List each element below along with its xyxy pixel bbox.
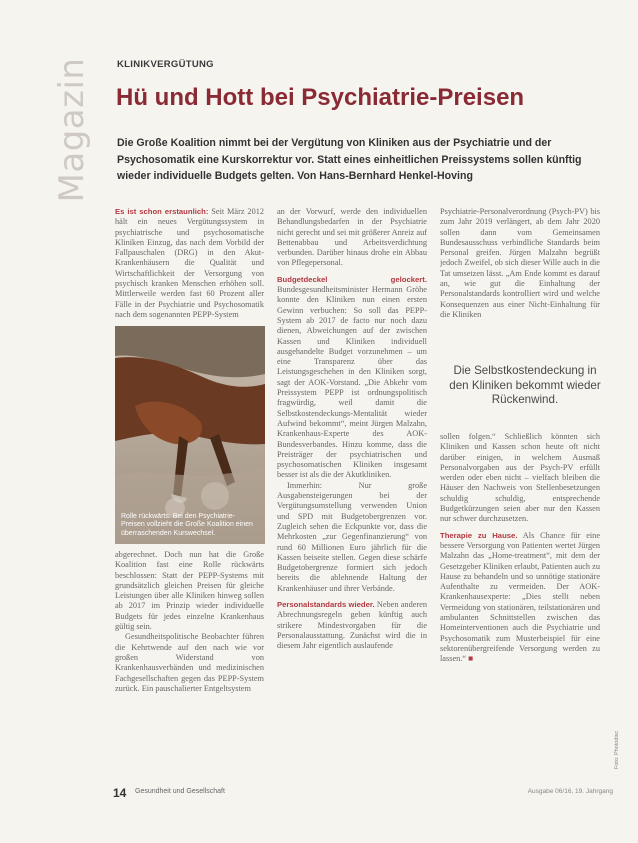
kicker: KLINIKVERGÜTUNG xyxy=(117,59,214,70)
column-1-bottom xyxy=(115,550,264,778)
page-number: 14 xyxy=(113,786,127,800)
col2-text3: Neben anderen Abrechnungsregeln geben künftig auch strikere Mindestvorgaben für die Personalausstattung. Zunächst wird die in diesem Jahr eigentlich auslaufende xyxy=(277,599,427,651)
section-side-label xyxy=(50,55,94,205)
page-footer xyxy=(113,788,613,802)
subhead-3: Personalstandards wieder. xyxy=(277,599,375,609)
col1-cont: abgerechnet. Doch nun hat die Große Koalition fast eine Rolle rückwärts beschlossen: Statt der PEPP-Systems mit grundsätzlich gleichen Preisen für gleiche Leistungen über alle Kliniken hinweg sollen ab 2017 im Prinzip wieder individuelle Budgets für jedes einzelne Krankenhaus gültig sein. xyxy=(115,550,264,632)
column-2 xyxy=(277,207,427,782)
col3-text2: Als Chance für eine bessere Versorgung von Patienten wertet Jürgen Malzahn das „Home-treatment“, mit dem der Gesetzgeber Kliniken erlaubt, Patienten auch zu Hause zu behandeln und so unnötige stationäre Aufenthalte zu vermeiden. Der AOK-Krankenhausexperte: „Dies stellt neben Vermeidung von stationären, teilstationären und ambulanten Schnittstellen zwischen das Homeinterventionen auch die Psychiatrie und Psychosomatik zum Musterbeispiel für eine sektorenübergreifende Versorgung werden zu lassen.“ xyxy=(440,530,600,664)
col3-top: Psychiatrie-Personalverordnung (Psych-PV) bis zum Jahr 2019 verlängert, ab dem Jahr 2020 sollen dann vom Gemeinsamen Bundesausschuss verbindliche Standards beim Personal greifen. Jürgen Malzahn begrüßt jedoch Zweifel, ob sich dieser Wille auch in die Tat umsetzen lässt. „Am Ende kommt es darauf an, wie gut die Einhaltung der Personalstandards kontrolliert wird und welche Konsequenzen aus einer Nicht-Einhaltung für die Kliniken xyxy=(440,207,600,319)
side-label-text: Magazin xyxy=(52,57,92,203)
column-3-top xyxy=(440,207,600,357)
photo-credit-text: Foto: Photodisc xyxy=(614,730,620,770)
publication-name: Gesundheit und Gesellschaft xyxy=(135,788,225,795)
headline: Hü und Hott bei Psychiatrie-Preisen xyxy=(116,84,525,111)
photo-caption: Rolle rückwärts: Bei den Psychiatrie-Preisen vollzieht die Große Koalition einen überraschenden Kurswechsel. xyxy=(121,512,253,537)
pull-quote: Die Selbstkostendeckung in den Kliniken bekommt wieder Rückenwind. xyxy=(449,364,601,406)
col1-text: Seit März 2012 hält ein neues Vergütungssystem in psychiatrische und psychosomatische Kliniken Einzug, das nach dem Vorbild der Fallpauschalen (DRG) in den Akut-Krankenhäusern die Qualität und Wirtschaftlichkeit der Versorgung von psychisch kranken Menschen erhöhen soll. Mittlerweile werden fast 60 Prozent aller Fälle in der Psychiatrie und Psychosomatik nach dem sogenannten PEPP-System xyxy=(115,207,264,319)
subhead-4: Therapie zu Hause. xyxy=(440,530,518,540)
photo-credit xyxy=(613,720,621,780)
lead-paragraph: Die Große Koalition nimmt bei der Vergütung von Kliniken aus der Psychiatrie und der Psychosomatik eine Kurskorrektur vor. Statt eines einheitlichen Preissystems sollen künftig wieder individuelle Budgets gelten. Von Hans-Bernhard Henkel-Hoving xyxy=(117,137,582,182)
end-mark: ■ xyxy=(468,654,474,664)
col2-text2: Immerhin: Nur große Ausgabensteigerungen bei der Vergütungsumstellung verwenden Union und SPD mit Budgetobergrenzen vor. Zugleich sehen die Eckpunkte vor, dass die Mehrkosten „zur Gegenfinanzierung“ von rund 60 Millionen Euro jährlich für die Kassen beiseite stellen. Gegen diese schärfe Budgetobergrenze formiert sich jedoch bereits die ablehnende Haltung der Krankenhäuser und ihrer Verbände. xyxy=(277,480,427,593)
col1-cont2: Gesundheitspolitische Beobachter führen die Kehrtwende auf den nach wie vor großen Widerstand von Krankenhausverbänden und medizinischen Fachgesellschaften gegen das PEPP-System zurück. Ein pauschalierter Entgeltsystem xyxy=(115,632,264,693)
col2-text1: Bundesgesundheitsminister Hermann Gröhe konnte den Kliniken nun einen ersten Gewinn verbuchen: So soll das PEPP-System ab 2017 de facto nur noch dazu dienen, Abweichungen auf der zwischen Kassen und Kliniken individuell ausgehandelte Budget vorzunehmen – um eine Transparenz über das Leistungsgeschehen in den Kliniken sorgt, sagt der AOK-Vorstand. „Die Abkehr vom Preissystem PEPP ist ordnungspolitisch fragwürdig, weil damit die Selbstkostendeckungs-Mentalität wieder Aufwind bekommt“, meint Jürgen Malzahn, Krankenhaus-Experte des AOK-Bundesverbandes. Hinzu komme, dass die Preisträger der psychiatrischen und psychosomatischen Kliniken insgesamt besser ist als die der Akutkliniken. xyxy=(277,285,427,480)
column-1-top xyxy=(115,207,264,322)
subhead-1: Es ist schon erstaunlich: xyxy=(115,207,209,216)
column-3-bottom xyxy=(440,432,600,784)
article-photo xyxy=(115,326,265,544)
issue-info: Ausgabe 06/16, 19. Jahrgang xyxy=(527,788,613,795)
subhead-2: Budgetdeckel gelockert. xyxy=(277,274,427,284)
col3-text1: sollen folgen.“ Schließlich könnten sich Kliniken und Kassen schon heute oft nicht darüber einigen, in welchem Ausmaß Personalvorgaben aus der Psych-PV erfüllt werden oder eben nicht – vielfach bleiben die Häuser den Nachweis von Stellenbesetzungen schuldig schuldig, entsprechende Budgetkürzungen seien aber nur den Kassen nur schwer durchzusetzen. xyxy=(440,432,600,524)
horse-photo-image xyxy=(115,326,265,544)
col2-top: an der Vorwurf, werde den individuellen Behandlungsbedarfen in der Psychiatrie nicht gerecht und sei mit größerer Anreiz auf Bettenabbau und Arbeitsverdichtung verbunden. Darüber hinaus drohe ein Abbau von Pflegepersonal. xyxy=(277,207,427,268)
